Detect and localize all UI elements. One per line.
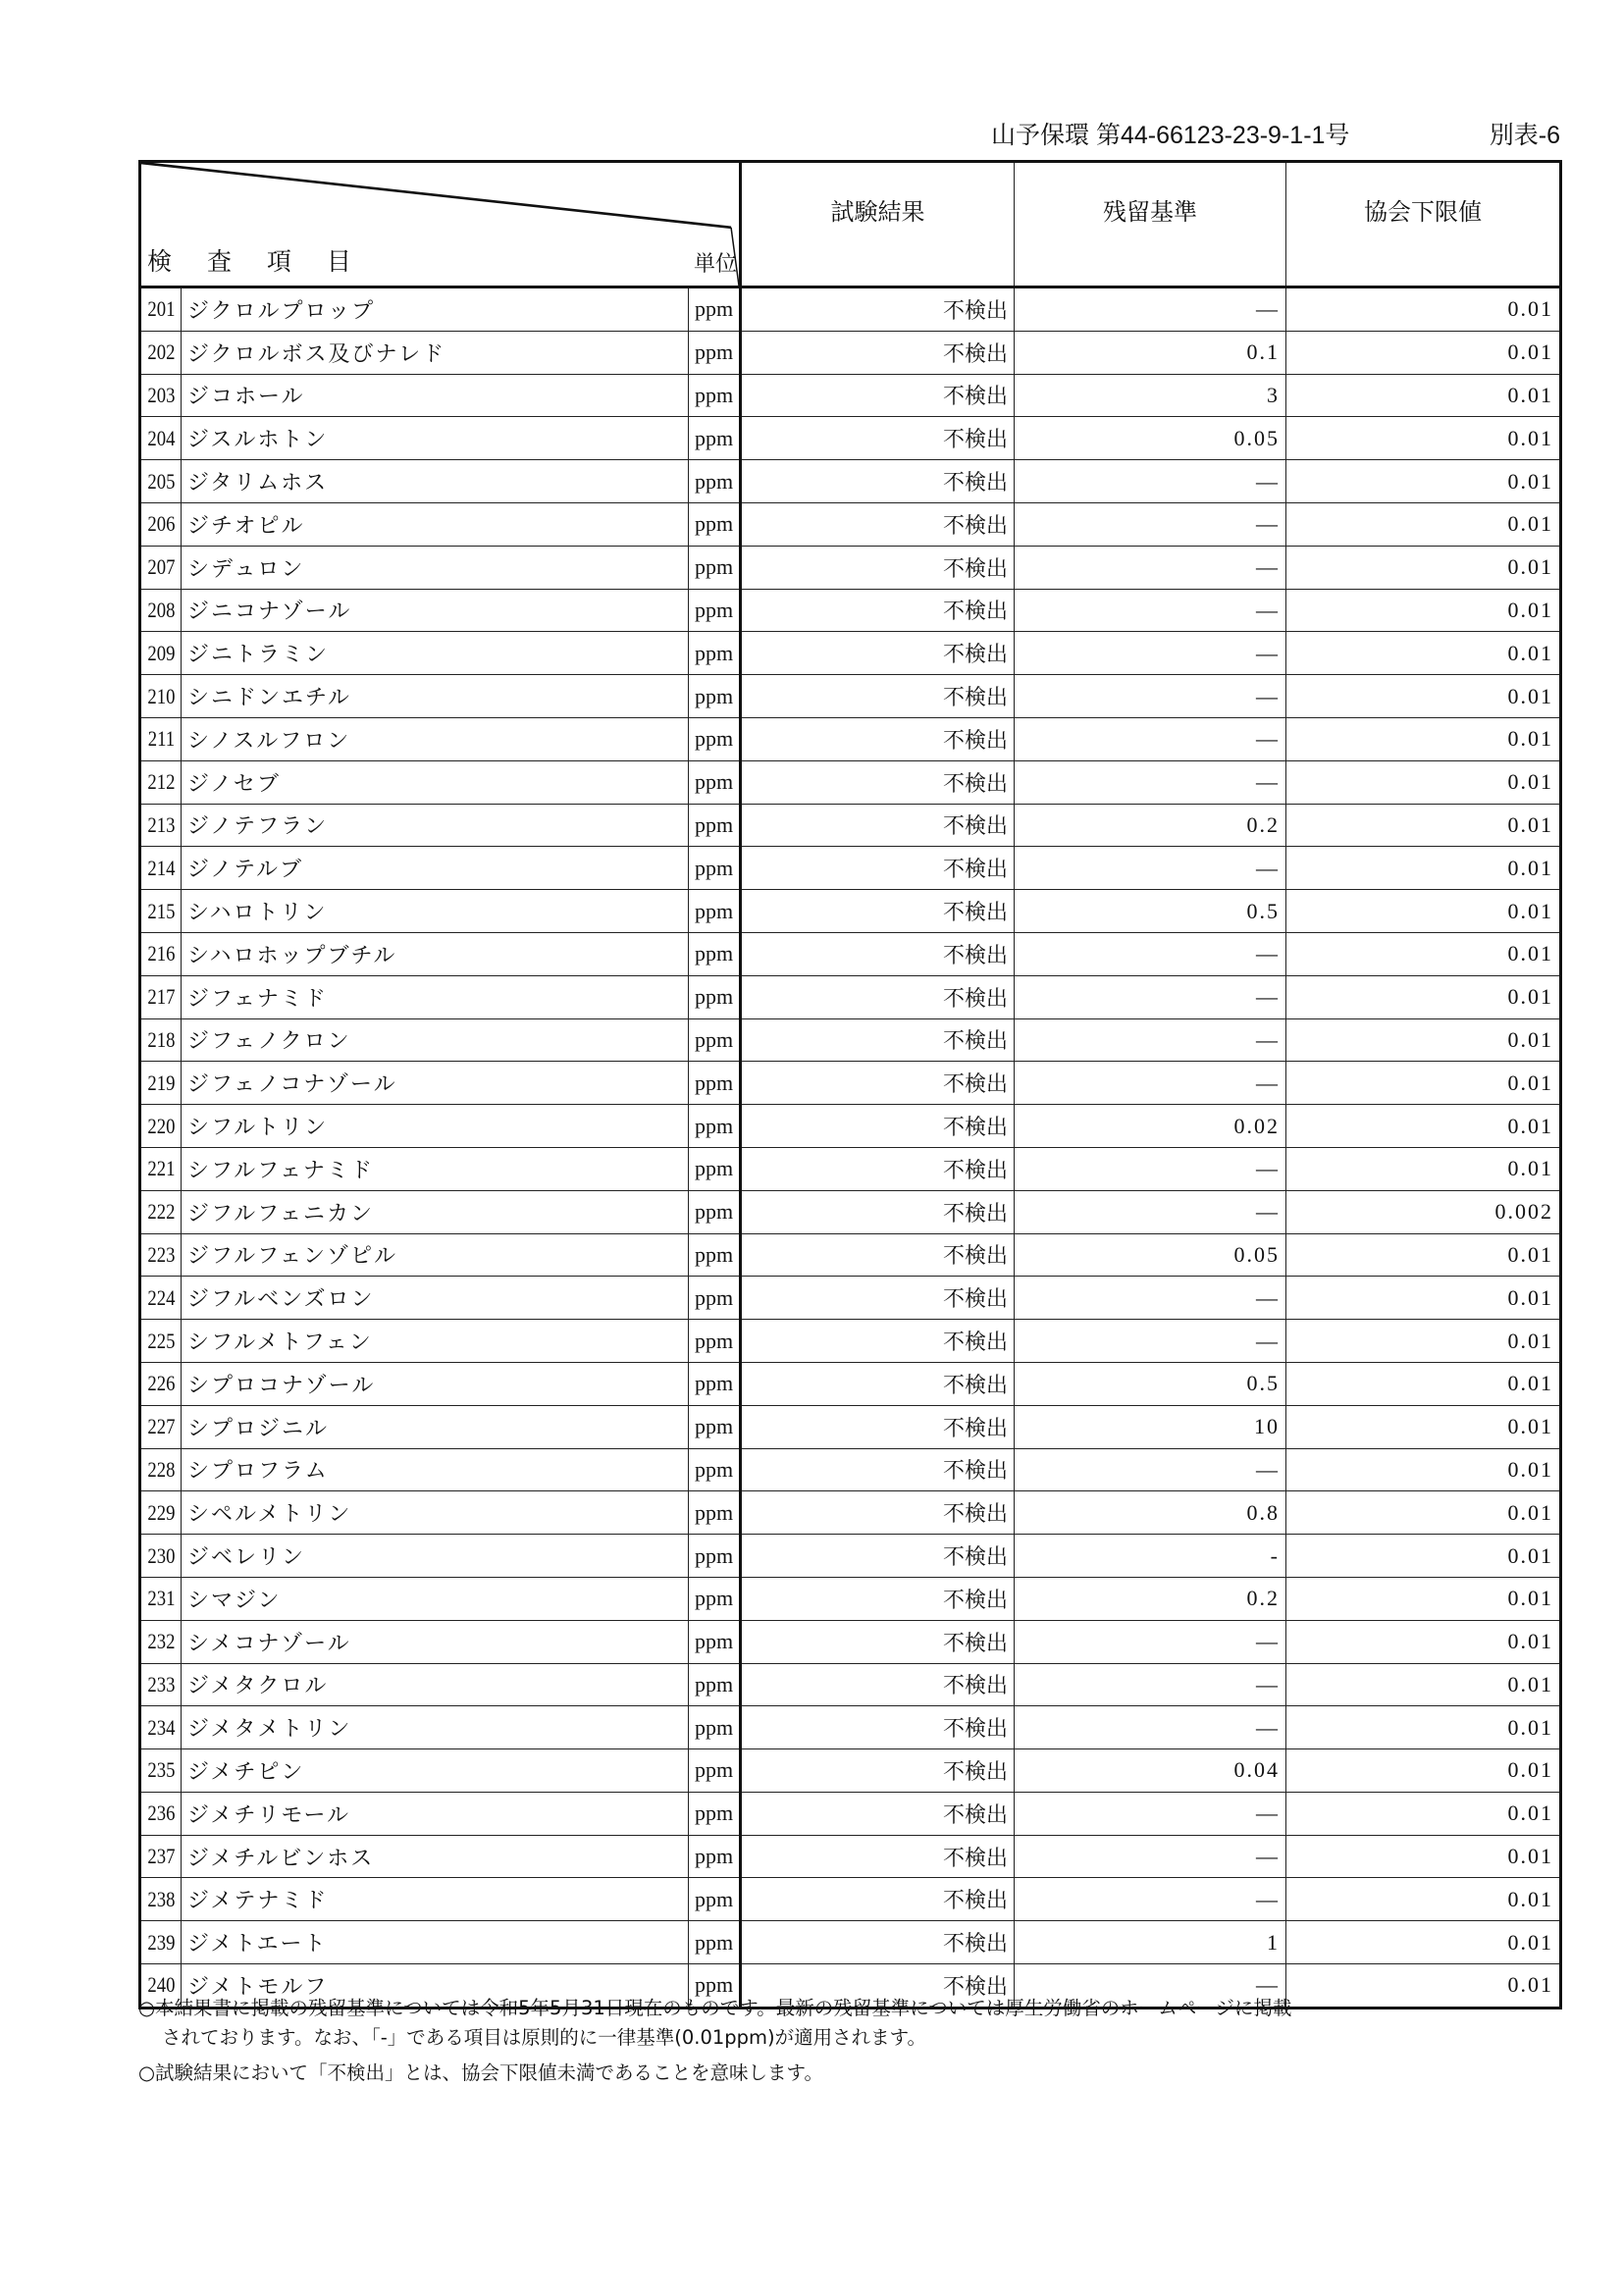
table-row <box>140 890 1561 933</box>
test-result: 不検出 <box>741 1620 1015 1663</box>
item-unit: ppm <box>689 1448 741 1491</box>
table-row <box>140 1277 1561 1320</box>
item-number: 206 <box>143 502 179 546</box>
item-name: シハロホップブチル <box>182 932 689 975</box>
item-number: 210 <box>143 675 179 718</box>
lower-limit: 0.01 <box>1286 331 1561 374</box>
document-header <box>991 116 1560 151</box>
item-number: 216 <box>143 932 179 975</box>
residue-standard: — <box>1015 932 1286 975</box>
item-unit: ppm <box>689 460 741 503</box>
item-name: ジタリムホス <box>182 460 689 503</box>
residue-standard: — <box>1015 1062 1286 1105</box>
item-name: シメコナゾール <box>182 1620 689 1663</box>
table-row <box>140 1535 1561 1578</box>
table-row <box>140 1062 1561 1105</box>
residue-standard: 3 <box>1015 374 1286 417</box>
residue-standard: — <box>1015 975 1286 1018</box>
residue-standard: — <box>1015 1190 1286 1233</box>
lower-limit: 0.01 <box>1286 1921 1561 1964</box>
item-unit: ppm <box>689 546 741 589</box>
test-result: 不検出 <box>741 975 1015 1018</box>
item-number: 238 <box>143 1878 179 1921</box>
item-unit: ppm <box>689 932 741 975</box>
table-row <box>140 1835 1561 1878</box>
item-name: シプロフラム <box>182 1448 689 1491</box>
residue-standard: — <box>1015 1620 1286 1663</box>
item-unit: ppm <box>689 1921 741 1964</box>
table-row <box>140 1577 1561 1620</box>
item-name: シプロコナゾール <box>182 1362 689 1405</box>
table-row <box>140 1105 1561 1148</box>
item-number: 226 <box>143 1362 179 1405</box>
item-unit: ppm <box>689 502 741 546</box>
header-result: 試験結果 <box>741 162 1015 287</box>
item-name: シフルトリン <box>182 1105 689 1148</box>
item-name: ジノセブ <box>182 760 689 804</box>
item-name: ジスルホトン <box>182 417 689 460</box>
item-unit: ppm <box>689 847 741 890</box>
table-row <box>140 502 1561 546</box>
lower-limit: 0.01 <box>1286 374 1561 417</box>
item-unit: ppm <box>689 589 741 632</box>
table-row <box>140 675 1561 718</box>
residue-standard: — <box>1015 1835 1286 1878</box>
item-unit: ppm <box>689 1835 741 1878</box>
note-residue-standard-cont: されております。なお、「-」である項目は原則的に一律基準(0.01ppm)が適用されます。 <box>162 2026 927 2049</box>
residue-standard: — <box>1015 460 1286 503</box>
item-unit: ppm <box>689 1749 741 1793</box>
table-row <box>140 1190 1561 1233</box>
item-number: 221 <box>143 1147 179 1190</box>
item-name: ジクロルプロップ <box>182 287 689 332</box>
lower-limit: 0.01 <box>1286 1663 1561 1706</box>
residue-standard: — <box>1015 1792 1286 1835</box>
residue-standard: 0.2 <box>1015 1577 1286 1620</box>
lower-limit: 0.002 <box>1286 1190 1561 1233</box>
item-number: 239 <box>143 1921 179 1964</box>
test-result: 不検出 <box>741 1233 1015 1277</box>
item-name: シペルメトリン <box>182 1491 689 1535</box>
item-name: シノスルフロン <box>182 717 689 760</box>
table-row <box>140 1362 1561 1405</box>
lower-limit: 0.01 <box>1286 1792 1561 1835</box>
residue-standard: 10 <box>1015 1405 1286 1448</box>
item-unit: ppm <box>689 287 741 332</box>
lower-limit: 0.01 <box>1286 1535 1561 1578</box>
item-number: 211 <box>143 717 179 760</box>
item-unit: ppm <box>689 1190 741 1233</box>
item-number: 212 <box>143 760 179 804</box>
header-unit-label: 単位 <box>693 252 737 277</box>
table-row <box>140 546 1561 589</box>
item-unit: ppm <box>689 1362 741 1405</box>
test-result: 不検出 <box>741 1491 1015 1535</box>
item-unit: ppm <box>689 1620 741 1663</box>
item-number: 230 <box>143 1535 179 1578</box>
item-name: ジメタメトリン <box>182 1706 689 1749</box>
note-residue-standard: ○本結果書に掲載の残留基準については令和5年5月31日現在のものです。最新の残留基準については厚生労働省のホームページに掲載 <box>138 1997 1292 2019</box>
table-body <box>140 287 1561 2009</box>
lower-limit: 0.01 <box>1286 1706 1561 1749</box>
item-number: 209 <box>143 632 179 675</box>
item-name: シフルメトフェン <box>182 1320 689 1363</box>
lower-limit: 0.01 <box>1286 1577 1561 1620</box>
lower-limit: 0.01 <box>1286 632 1561 675</box>
item-unit: ppm <box>689 1663 741 1706</box>
test-result: 不検出 <box>741 804 1015 847</box>
item-name: ジフルフェニカン <box>182 1190 689 1233</box>
table-row <box>140 717 1561 760</box>
item-unit: ppm <box>689 1062 741 1105</box>
test-result: 不検出 <box>741 1147 1015 1190</box>
lower-limit: 0.01 <box>1286 417 1561 460</box>
item-unit: ppm <box>689 1320 741 1363</box>
item-name: シニドンエチル <box>182 675 689 718</box>
note-not-detected: ○試験結果において「不検出」とは、協会下限値未満であることを意味します。 <box>138 2061 823 2084</box>
item-unit: ppm <box>689 1577 741 1620</box>
residue-standard: — <box>1015 675 1286 718</box>
residue-standard: - <box>1015 1535 1286 1578</box>
residue-standard: — <box>1015 502 1286 546</box>
lower-limit: 0.01 <box>1286 1491 1561 1535</box>
item-name: ジフルベンズロン <box>182 1277 689 1320</box>
item-number: 207 <box>143 546 179 589</box>
header-item-cell <box>140 162 741 287</box>
table-row <box>140 1921 1561 1964</box>
lower-limit: 0.01 <box>1286 502 1561 546</box>
item-unit: ppm <box>689 417 741 460</box>
residue-standard: — <box>1015 1878 1286 1921</box>
test-result: 不検出 <box>741 1577 1015 1620</box>
item-name: ジノテルブ <box>182 847 689 890</box>
test-result: 不検出 <box>741 1105 1015 1148</box>
table-row <box>140 417 1561 460</box>
lower-limit: 0.01 <box>1286 1105 1561 1148</box>
table-row <box>140 287 1561 332</box>
residue-standard: — <box>1015 760 1286 804</box>
lower-limit: 0.01 <box>1286 1320 1561 1363</box>
lower-limit: 0.01 <box>1286 932 1561 975</box>
item-name: シプロジニル <box>182 1405 689 1448</box>
residue-standard: — <box>1015 1663 1286 1706</box>
item-name: ジフェノコナゾール <box>182 1062 689 1105</box>
item-name: ジメトエート <box>182 1921 689 1964</box>
item-number: 208 <box>143 589 179 632</box>
residue-standard: 0.05 <box>1015 1233 1286 1277</box>
table-header-row <box>140 162 1561 287</box>
item-number: 222 <box>143 1190 179 1233</box>
item-number: 240 <box>143 1964 179 2009</box>
item-unit: ppm <box>689 760 741 804</box>
residue-standard: — <box>1015 1706 1286 1749</box>
item-name: ジニコナゾール <box>182 589 689 632</box>
item-unit: ppm <box>689 374 741 417</box>
table-row <box>140 804 1561 847</box>
item-name: ジフェノクロン <box>182 1018 689 1062</box>
item-name: ジフェナミド <box>182 975 689 1018</box>
item-unit: ppm <box>689 1105 741 1148</box>
footnotes <box>138 1994 1291 2088</box>
residue-standard: — <box>1015 717 1286 760</box>
lower-limit: 0.01 <box>1286 589 1561 632</box>
test-result: 不検出 <box>741 1277 1015 1320</box>
item-name: ジフルフェンゾピル <box>182 1233 689 1277</box>
table-row <box>140 331 1561 374</box>
item-number: 232 <box>143 1620 179 1663</box>
residue-standard: 0.5 <box>1015 890 1286 933</box>
residue-standard: 0.04 <box>1015 1749 1286 1793</box>
residue-standard: — <box>1015 1320 1286 1363</box>
table-row <box>140 1706 1561 1749</box>
table-row <box>140 1663 1561 1706</box>
lower-limit: 0.01 <box>1286 1878 1561 1921</box>
item-number: 225 <box>143 1320 179 1363</box>
item-name: ジメチリモール <box>182 1792 689 1835</box>
document-number: 山予保環 第44-66123-23-9-1-1号 <box>991 122 1350 149</box>
item-number: 213 <box>143 804 179 847</box>
test-result: 不検出 <box>741 417 1015 460</box>
residue-standard: — <box>1015 546 1286 589</box>
test-result: 不検出 <box>741 1362 1015 1405</box>
item-number: 202 <box>143 331 179 374</box>
item-name: ジメトモルフ <box>182 1964 689 2009</box>
item-unit: ppm <box>689 1018 741 1062</box>
lower-limit: 0.01 <box>1286 1620 1561 1663</box>
item-number: 237 <box>143 1835 179 1878</box>
lower-limit: 0.01 <box>1286 717 1561 760</box>
item-name: ジベレリン <box>182 1535 689 1578</box>
test-result: 不検出 <box>741 287 1015 332</box>
lower-limit: 0.01 <box>1286 975 1561 1018</box>
residue-standard: — <box>1015 847 1286 890</box>
residue-standard: 0.8 <box>1015 1491 1286 1535</box>
test-result: 不検出 <box>741 1405 1015 1448</box>
item-unit: ppm <box>689 632 741 675</box>
item-name: ジメテナミド <box>182 1878 689 1921</box>
item-number: 215 <box>143 890 179 933</box>
residue-standard: — <box>1015 287 1286 332</box>
item-number: 231 <box>143 1577 179 1620</box>
item-number: 201 <box>143 287 179 332</box>
table-row <box>140 1749 1561 1793</box>
test-result: 不検出 <box>741 932 1015 975</box>
header-standard: 残留基準 <box>1015 162 1286 287</box>
item-number: 223 <box>143 1233 179 1277</box>
item-name: ジノテフラン <box>182 804 689 847</box>
item-number: 218 <box>143 1018 179 1062</box>
table-row <box>140 1233 1561 1277</box>
test-result: 不検出 <box>741 1320 1015 1363</box>
test-result: 不検出 <box>741 760 1015 804</box>
item-unit: ppm <box>689 1147 741 1190</box>
item-number: 228 <box>143 1448 179 1491</box>
lower-limit: 0.01 <box>1286 847 1561 890</box>
item-unit: ppm <box>689 1792 741 1835</box>
test-result: 不検出 <box>741 1663 1015 1706</box>
lower-limit: 0.01 <box>1286 1233 1561 1277</box>
table-row <box>140 1878 1561 1921</box>
lower-limit: 0.01 <box>1286 1964 1561 2009</box>
table-row <box>140 932 1561 975</box>
residue-standard: 1 <box>1015 1921 1286 1964</box>
item-name: ジニトラミン <box>182 632 689 675</box>
residue-standard: 0.02 <box>1015 1105 1286 1148</box>
test-result: 不検出 <box>741 331 1015 374</box>
results-table <box>138 160 1562 2009</box>
item-number: 205 <box>143 460 179 503</box>
residue-standard: — <box>1015 1964 1286 2009</box>
table-row <box>140 1405 1561 1448</box>
item-unit: ppm <box>689 975 741 1018</box>
item-unit: ppm <box>689 717 741 760</box>
lower-limit: 0.01 <box>1286 1835 1561 1878</box>
item-name: ジコホール <box>182 374 689 417</box>
test-result: 不検出 <box>741 1921 1015 1964</box>
lower-limit: 0.01 <box>1286 1362 1561 1405</box>
test-result: 不検出 <box>741 1792 1015 1835</box>
test-result: 不検出 <box>741 1706 1015 1749</box>
residue-standard: 0.1 <box>1015 331 1286 374</box>
lower-limit: 0.01 <box>1286 546 1561 589</box>
table-row <box>140 1147 1561 1190</box>
table-row <box>140 632 1561 675</box>
item-unit: ppm <box>689 1535 741 1578</box>
item-unit: ppm <box>689 890 741 933</box>
residue-standard: — <box>1015 1277 1286 1320</box>
test-result: 不検出 <box>741 1535 1015 1578</box>
lower-limit: 0.01 <box>1286 1018 1561 1062</box>
item-unit: ppm <box>689 804 741 847</box>
test-result: 不検出 <box>741 675 1015 718</box>
test-result: 不検出 <box>741 1749 1015 1793</box>
item-name: ジメチピン <box>182 1749 689 1793</box>
item-number: 224 <box>143 1277 179 1320</box>
lower-limit: 0.01 <box>1286 1749 1561 1793</box>
residue-standard: — <box>1015 589 1286 632</box>
table-row <box>140 975 1561 1018</box>
table-row <box>140 460 1561 503</box>
header-lower-limit: 協会下限値 <box>1286 162 1561 287</box>
lower-limit: 0.01 <box>1286 1062 1561 1105</box>
item-name: ジメタクロル <box>182 1663 689 1706</box>
item-number: 214 <box>143 847 179 890</box>
residue-standard: 0.05 <box>1015 417 1286 460</box>
test-result: 不検出 <box>741 502 1015 546</box>
item-unit: ppm <box>689 1706 741 1749</box>
test-result: 不検出 <box>741 1190 1015 1233</box>
lower-limit: 0.01 <box>1286 287 1561 332</box>
lower-limit: 0.01 <box>1286 1405 1561 1448</box>
table-row <box>140 589 1561 632</box>
test-result: 不検出 <box>741 1448 1015 1491</box>
table-row <box>140 1320 1561 1363</box>
item-name: ジチオピル <box>182 502 689 546</box>
item-number: 236 <box>143 1792 179 1835</box>
test-result: 不検出 <box>741 460 1015 503</box>
table-row <box>140 1620 1561 1663</box>
table-row <box>140 1491 1561 1535</box>
table-row <box>140 1448 1561 1491</box>
test-result: 不検出 <box>741 632 1015 675</box>
table-row <box>140 374 1561 417</box>
lower-limit: 0.01 <box>1286 1277 1561 1320</box>
residue-standard: — <box>1015 1147 1286 1190</box>
lower-limit: 0.01 <box>1286 760 1561 804</box>
item-number: 217 <box>143 975 179 1018</box>
item-name: シマジン <box>182 1577 689 1620</box>
test-result: 不検出 <box>741 1018 1015 1062</box>
item-number: 235 <box>143 1749 179 1793</box>
test-result: 不検出 <box>741 1835 1015 1878</box>
table-row <box>140 1792 1561 1835</box>
item-number: 219 <box>143 1062 179 1105</box>
sheet-label: 別表-6 <box>1489 122 1560 149</box>
item-number: 204 <box>143 417 179 460</box>
table-row <box>140 1018 1561 1062</box>
lower-limit: 0.01 <box>1286 460 1561 503</box>
item-name: シフルフェナミド <box>182 1147 689 1190</box>
item-name: ジクロルボス及びナレド <box>182 331 689 374</box>
item-unit: ppm <box>689 331 741 374</box>
residue-standard: — <box>1015 1018 1286 1062</box>
residue-standard: — <box>1015 1448 1286 1491</box>
residue-standard: 0.2 <box>1015 804 1286 847</box>
item-unit: ppm <box>689 1878 741 1921</box>
item-number: 227 <box>143 1405 179 1448</box>
item-unit: ppm <box>689 1233 741 1277</box>
test-result: 不検出 <box>741 717 1015 760</box>
item-number: 229 <box>143 1491 179 1535</box>
lower-limit: 0.01 <box>1286 1147 1561 1190</box>
test-result: 不検出 <box>741 374 1015 417</box>
lower-limit: 0.01 <box>1286 804 1561 847</box>
residue-standard: 0.5 <box>1015 1362 1286 1405</box>
item-name: シデュロン <box>182 546 689 589</box>
test-result: 不検出 <box>741 1062 1015 1105</box>
lower-limit: 0.01 <box>1286 675 1561 718</box>
item-name: ジメチルビンホス <box>182 1835 689 1878</box>
item-number: 203 <box>143 374 179 417</box>
table-row <box>140 847 1561 890</box>
test-result: 不検出 <box>741 890 1015 933</box>
lower-limit: 0.01 <box>1286 1448 1561 1491</box>
test-result: 不検出 <box>741 589 1015 632</box>
item-unit: ppm <box>689 675 741 718</box>
test-result: 不検出 <box>741 1878 1015 1921</box>
table-row <box>140 760 1561 804</box>
item-number: 220 <box>143 1105 179 1148</box>
item-number: 233 <box>143 1663 179 1706</box>
item-number: 234 <box>143 1706 179 1749</box>
item-unit: ppm <box>689 1491 741 1535</box>
test-result: 不検出 <box>741 1964 1015 2009</box>
item-unit: ppm <box>689 1405 741 1448</box>
lower-limit: 0.01 <box>1286 890 1561 933</box>
test-result: 不検出 <box>741 847 1015 890</box>
header-item-label: 検 査 項 目 <box>147 247 365 276</box>
test-result: 不検出 <box>741 546 1015 589</box>
item-unit: ppm <box>689 1964 741 2009</box>
residue-standard: — <box>1015 632 1286 675</box>
item-name: シハロトリン <box>182 890 689 933</box>
item-unit: ppm <box>689 1277 741 1320</box>
